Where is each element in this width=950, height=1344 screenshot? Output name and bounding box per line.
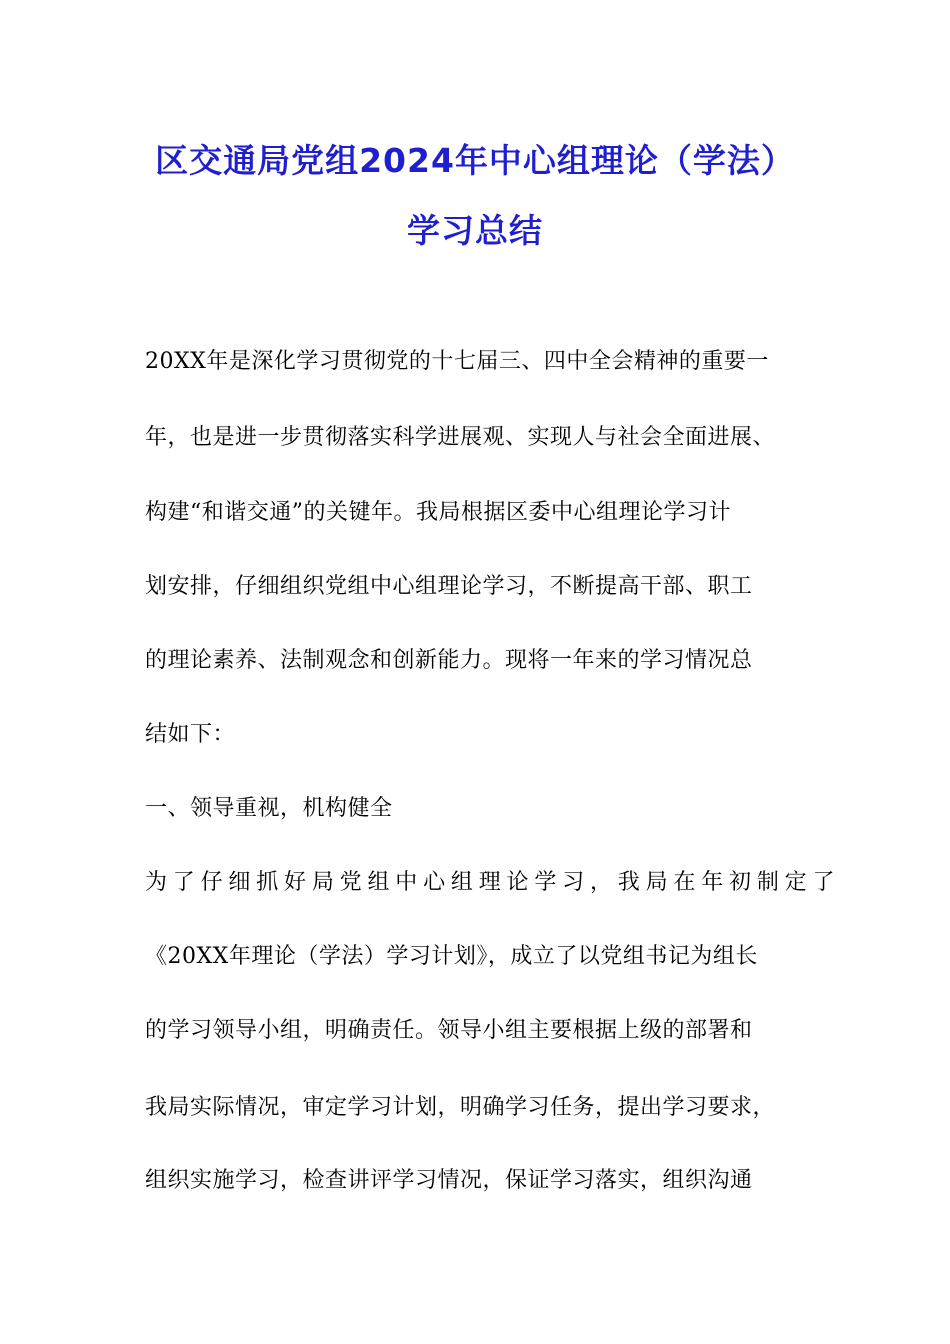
paragraph-line: 20XX年是深化学习贯彻党的十七届三、四中全会精神的重要一 xyxy=(145,349,769,374)
document-title-line-2: 学习总结 xyxy=(407,211,543,250)
paragraph-line: 划安排，仔细组织党组中心组理论学习，不断提高干部、职工 xyxy=(145,574,753,599)
paragraph-line: 年，也是进一步贯彻落实科学进展观、实现人与社会全面进展、 xyxy=(145,425,776,450)
section-heading: 一、领导重视，机构健全 xyxy=(145,796,393,821)
paragraph-line: 我局实际情况，审定学习计划，明确学习任务，提出学习要求， xyxy=(145,1095,776,1120)
paragraph-line: 的理论素养、法制观念和创新能力。现将一年来的学习情况总 xyxy=(145,648,753,673)
paragraph-line: 《20XX年理论（学法）学习计划》，成立了以党组书记为组长 xyxy=(145,944,758,969)
paragraph-line: 为了仔细抓好局党组中心组理论学习，我局在年初制定了 xyxy=(145,870,835,895)
paragraph-line: 的学习领导小组，明确责任。领导小组主要根据上级的部署和 xyxy=(145,1018,753,1043)
document-title-line-1: 区交通局党组2024年中心组理论（学法） xyxy=(155,141,795,180)
paragraph-line: 组织实施学习，检查讲评学习情况，保证学习落实，组织沟通 xyxy=(145,1168,753,1193)
paragraph-line: 构建“和谐交通”的关键年。我局根据区委中心组理论学习计 xyxy=(145,500,731,525)
paragraph-line: 结如下： xyxy=(145,722,236,747)
